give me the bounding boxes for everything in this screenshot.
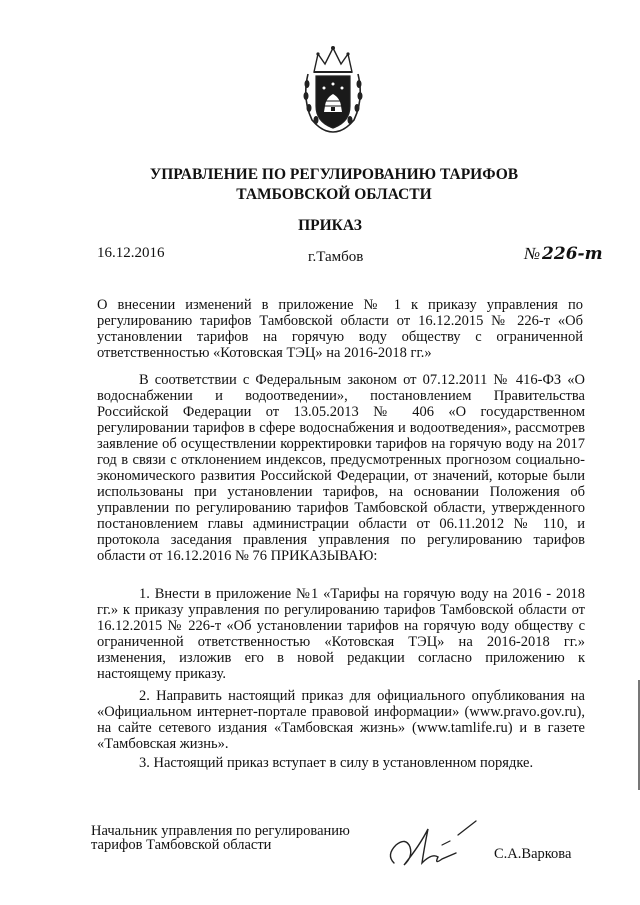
coat-of-arms-icon xyxy=(300,44,366,134)
document-number xyxy=(524,244,603,264)
agency-name-line-1: УПРАВЛЕНИЕ ПО РЕГУЛИРОВАНИЮ ТАРИФОВ xyxy=(149,166,519,183)
signatory-title xyxy=(91,824,350,852)
order-item-3: 3. Настоящий приказ вступает в силу в установленном порядке. xyxy=(139,755,534,771)
handwritten-signature-icon xyxy=(380,815,480,875)
document-city: г.Тамбов xyxy=(308,249,364,265)
order-item-1: 1. Внести в приложение №1 «Тарифы на горячую воду на 2016 - 2018 гг.» к приказу управления по регулированию тарифов Тамбовской области от 16.12.2015 № 226-т «Об установлении тарифов на горячую воду обществу с ограниченной ответственностью «Котовская ТЭЦ» на 2016-2018 гг.» изменения, изложив его в новой редакции согласно приложению к настоящему приказу. xyxy=(97,586,585,682)
signatory-title-line-1: Начальник управления по регулированию xyxy=(91,823,350,839)
handwritten-number: 226-т xyxy=(542,244,603,264)
agency-name xyxy=(0,165,640,205)
agency-name-line-2: ТАМБОВСКОЙ ОБЛАСТИ xyxy=(236,186,432,203)
order-item-2: 2. Направить настоящий приказ для официального опубликования на «Официальном интернет-портале правовой информации» (www.pravo.gov.ru), на сайте сетевого издания «Тамбовская жизнь» (www.tamlife.ru) и в газете «Тамбовская жизнь». xyxy=(97,688,585,752)
signatory-title-line-2: тарифов Тамбовской области xyxy=(91,837,272,853)
signatory-name: С.А.Варкова xyxy=(494,846,572,862)
preamble-paragraph: В соответствии с Федеральным законом от 07.12.2011 № 416-ФЗ «О водоснабжении и водоотведении», постановлением Правительства Российской Федерации от 13.05.2013 № 406 «О государственном регулировании тарифов в сфере водоснабжения и водоотведения», рассмотрев заявление об осуществлении корректировки тарифов на горячую воду на 2017 год в связи с отклонением индексов, предусмотренных прогнозом социально-экономического развития Российской Федерации, от значений, которые были использованы при установлении тарифов, на основании Положения об управлении по регулированию тарифов Тамбовской области, утвержденного постановлением главы администрации области от 06.11.2012 № 110, и протокола заседания правления управления по регулированию тарифов области от 16.12.2016 № 76 ПРИКАЗЫВАЮ: xyxy=(97,372,585,564)
document-subject: О внесении изменений в приложение № 1 к приказу управления по регулированию тарифов Тамбовской области от 16.12.2015 № 226-т «Об установлении тарифов на горячую воду обществу с ограниченной ответственностью «Котовская ТЭЦ» на 2016-2018 гг.» xyxy=(97,297,583,361)
document-type: ПРИКАЗ xyxy=(298,217,362,234)
document-date: 16.12.2016 xyxy=(97,245,165,261)
number-prefix: № xyxy=(524,244,541,263)
